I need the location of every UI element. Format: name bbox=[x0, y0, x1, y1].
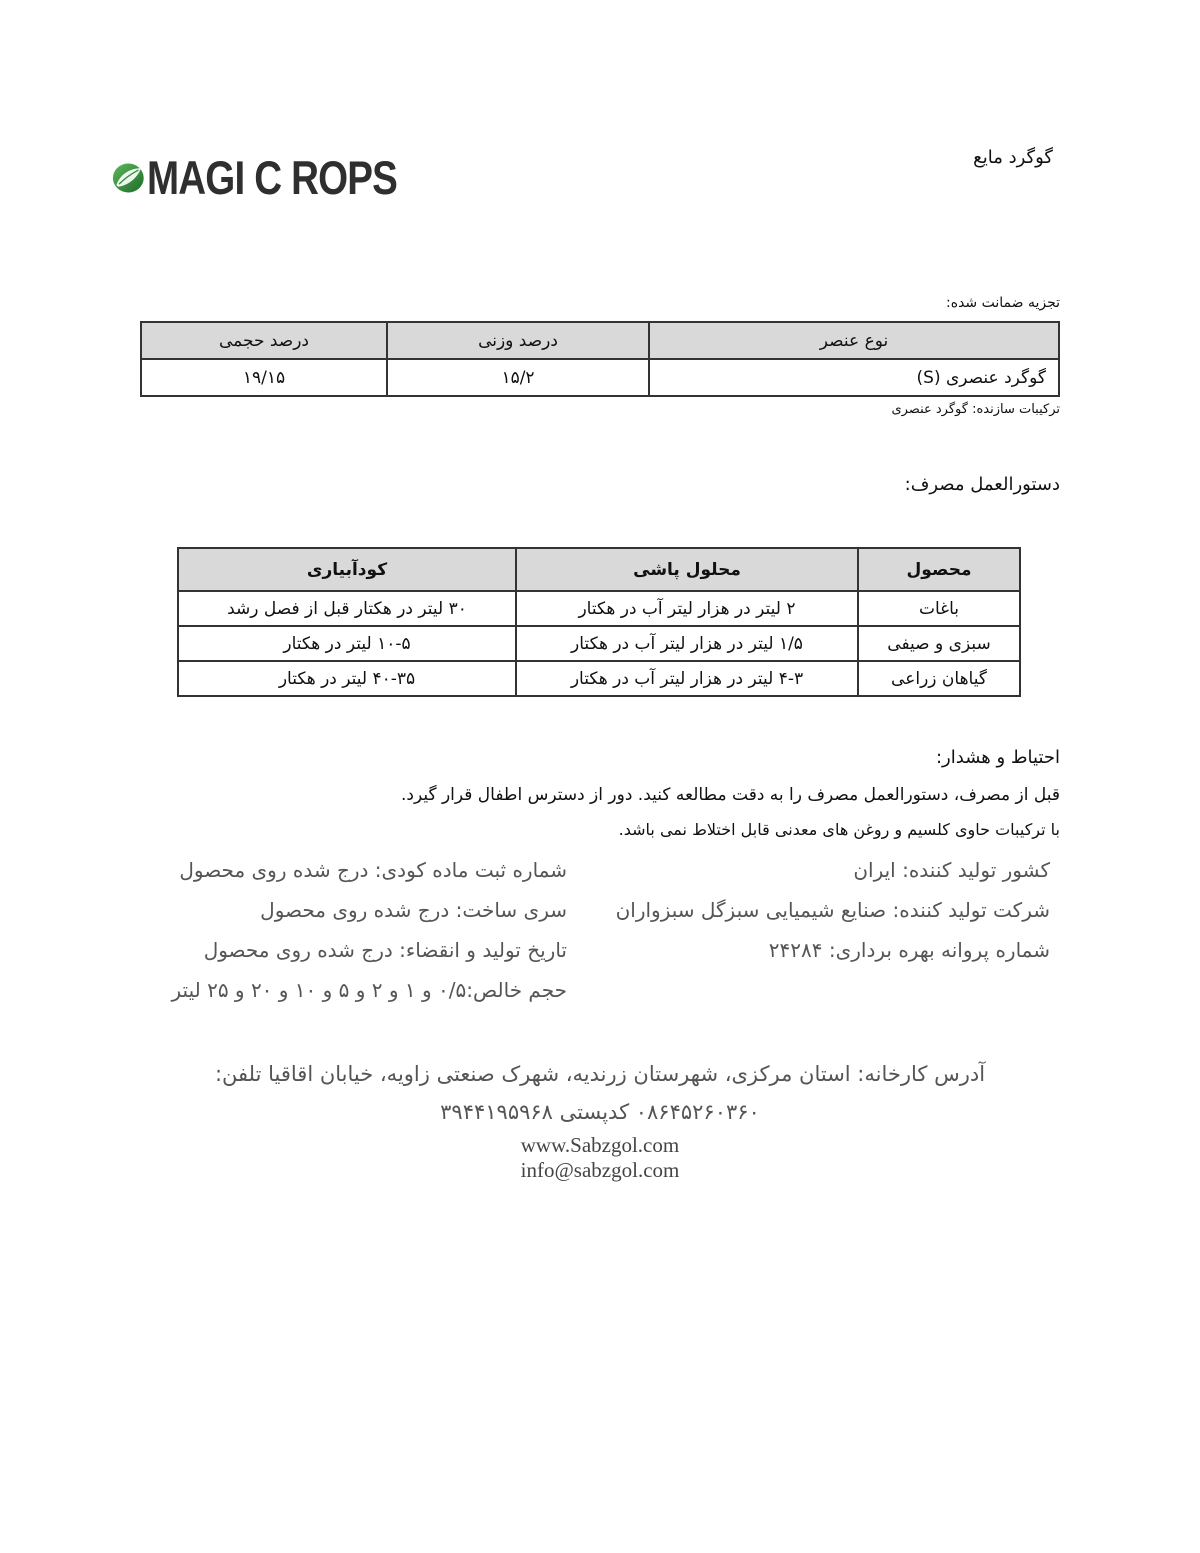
table-row bbox=[178, 591, 1020, 626]
cell-fertigation: ۱۰-۵ لیتر در هکتار bbox=[178, 626, 516, 661]
cell-fertigation: ۴۰-۳۵ لیتر در هکتار bbox=[178, 661, 516, 696]
net-volume: حجم خالص:۰/۵ و ۱ و ۲ و ۵ و ۱۰ و ۲۰ و ۲۵ لیتر bbox=[171, 978, 567, 1002]
header-element-type: نوع عنصر bbox=[649, 322, 1059, 359]
warning-line: قبل از مصرف، دستورالعمل مصرف را به دقت مطالعه کنید. دور از دسترس اطفال قرار گیرد. bbox=[400, 785, 1060, 805]
guaranteed-analysis-label: تجزیه ضمانت شده: bbox=[946, 295, 1060, 311]
manufacturer-company: شرکت تولید کننده: صنایع شیمیایی سبزگل سبزواران bbox=[615, 898, 1050, 922]
table-row bbox=[178, 626, 1020, 661]
cell-crop: سبزی و صیفی bbox=[858, 626, 1020, 661]
logo-text: MAGI C ROPS bbox=[147, 151, 398, 204]
header-fertigation: کودآبیاری bbox=[178, 548, 516, 591]
warning-line: با ترکیبات حاوی کلسیم و روغن های معدنی قابل اختلاط نمی باشد. bbox=[618, 820, 1060, 839]
registration-number: شماره ثبت ماده کودی: درج شده روی محصول bbox=[179, 858, 567, 882]
header-foliar-spray: محلول پاشی bbox=[516, 548, 858, 591]
batch-number: سری ساخت: درج شده روی محصول bbox=[260, 898, 567, 922]
license-number: شماره پروانه بهره برداری: ۲۴۲۸۴ bbox=[768, 938, 1050, 962]
leaf-icon bbox=[112, 142, 145, 214]
cell-foliar: ۲ لیتر در هزار لیتر آب در هکتار bbox=[516, 591, 858, 626]
table-header-row bbox=[178, 548, 1020, 591]
table-row bbox=[141, 359, 1059, 396]
factory-address: آدرس کارخانه: استان مرکزی، شهرستان زرندیه، شهرک صنعتی زاویه، خیابان اقاقیا تلفن: ۰۸۶۴۵۲۶۰۳۶۰ کدپستی ۳۹۴۴۱۹۵۹۶۸ bbox=[214, 1062, 986, 1124]
manufacturer-info bbox=[580, 850, 1050, 970]
website-link[interactable]: www.Sabzgol.com bbox=[520, 1133, 680, 1157]
brand-logo bbox=[112, 140, 452, 215]
cell-crop: گیاهان زراعی bbox=[858, 661, 1020, 696]
cell-fertigation: ۳۰ لیتر در هکتار قبل از فصل رشد bbox=[178, 591, 516, 626]
usage-table bbox=[177, 547, 1021, 697]
email-link[interactable]: info@sabzgol.com bbox=[520, 1158, 680, 1182]
guaranteed-analysis-table bbox=[140, 321, 1060, 397]
product-title: گوگرد مایع bbox=[973, 147, 1053, 168]
country-of-manufacture: کشور تولید کننده: ایران bbox=[853, 858, 1050, 882]
cell-volume: ۱۹/۱۵ bbox=[141, 359, 387, 396]
cell-weight: ۱۵/۲ bbox=[387, 359, 649, 396]
cell-foliar: ۱/۵ لیتر در هزار لیتر آب در هکتار bbox=[516, 626, 858, 661]
usage-title: دستورالعمل مصرف: bbox=[904, 474, 1060, 495]
header-crop: محصول bbox=[858, 548, 1020, 591]
header-weight-percent: درصد وزنی bbox=[387, 322, 649, 359]
header-volume-percent: درصد حجمی bbox=[141, 322, 387, 359]
cell-element: گوگرد عنصری (S) bbox=[649, 359, 1059, 396]
contact-block bbox=[0, 1133, 1200, 1183]
table-header-row bbox=[141, 322, 1059, 359]
cell-foliar: ۴-۳ لیتر در هزار لیتر آب در هکتار bbox=[516, 661, 858, 696]
cell-crop: باغات bbox=[858, 591, 1020, 626]
product-info bbox=[147, 850, 567, 1010]
components-note: ترکیبات سازنده: گوگرد عنصری bbox=[891, 402, 1060, 417]
production-expiry-date: تاریخ تولید و انقضاء: درج شده روی محصول bbox=[203, 938, 567, 962]
table-row bbox=[178, 661, 1020, 696]
warning-title: احتیاط و هشدار: bbox=[935, 747, 1060, 768]
